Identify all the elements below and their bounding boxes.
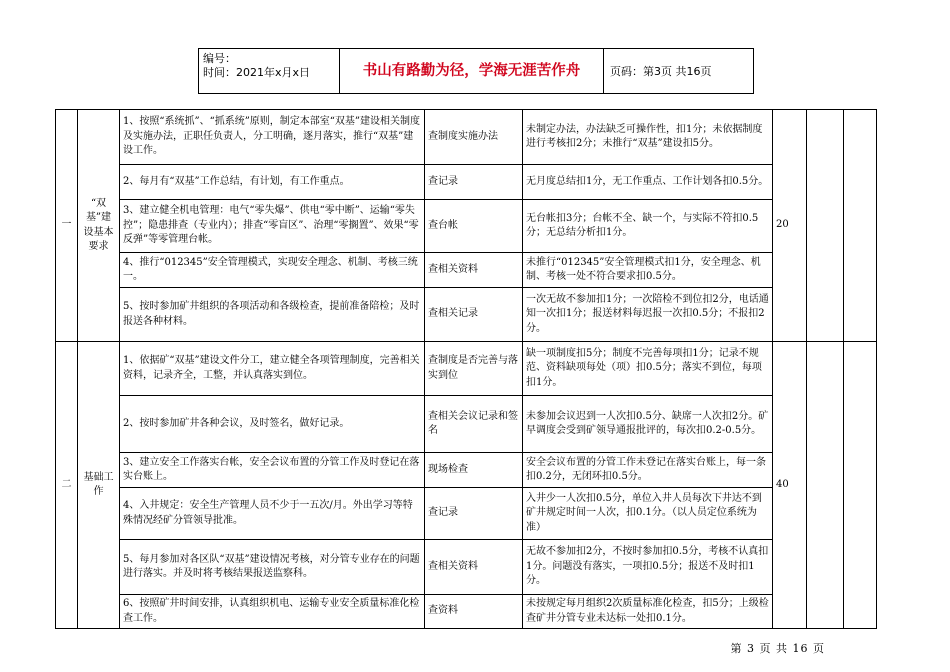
table-row xyxy=(56,540,877,595)
requirement-cell: 1、依据矿“双基”建设文件分工，建立健全各项管理制度，完善相关资料，记录齐全，工整，并认真落实到位。 xyxy=(120,342,425,396)
document-number-label: 编号： xyxy=(203,52,236,65)
section-category: 基础工作 xyxy=(78,342,120,629)
requirement-cell: 2、每月有“双基”工作总结，有计划，有工作重点。 xyxy=(120,165,425,200)
requirement-cell: 1、按照“系统抓”、“抓系统”原则，制定本部室“双基”建设相关制度及实施办法，正职任负责人，分工明确，逐月落实，推行“双基”建设工作。 xyxy=(120,110,425,165)
section-category: “双基”建设基本要求 xyxy=(78,110,120,342)
table-row xyxy=(56,396,877,453)
method-cell: 查记录 xyxy=(425,165,523,200)
section-index: 二 xyxy=(56,342,78,629)
method-cell: 查制度实施办法 xyxy=(425,110,523,165)
requirement-cell: 3、建立健全机电管理：电气“零失爆”、供电“零中断”、运输“零失控”；隐患排查（专业内）；排查“零盲区”、治理“零搁置”、效果“零反弹”等零管理台帐。 xyxy=(120,200,425,253)
deduction-cell: 未参加会议迟到一人次扣0.5分、缺席一人次扣2分。矿早调度会受到矿领导通报批评的，每次扣0.2-0.5分。 xyxy=(523,396,773,453)
table-row xyxy=(56,488,877,540)
blank-cell xyxy=(807,342,844,629)
blank-cell xyxy=(844,342,877,629)
requirement-cell: 4、入井规定：安全生产管理人员不少于一五次/月。外出学习等特殊情况经矿分管领导批准。 xyxy=(120,488,425,540)
method-cell: 查相关会议记录和签名 xyxy=(425,396,523,453)
requirement-cell: 5、每月参加对各区队“双基”建设情况考核，对分管专业存在的问题进行落实。并及时将考核结果报送监察科。 xyxy=(120,540,425,595)
header-page-label: 页码：第3页 共16页 xyxy=(610,65,712,78)
deduction-cell: 未按规定每月组织2次质量标准化检查，扣5分；上级检查矿井分管专业未达标一处扣0.1分。 xyxy=(523,595,773,629)
requirement-cell: 6、按照矿井时间安排，认真组织机电、运输专业安全质量标准化检查工作。 xyxy=(120,595,425,629)
table-row xyxy=(56,110,877,165)
method-cell: 查资料 xyxy=(425,595,523,629)
section-score: 20 xyxy=(773,110,807,342)
table-row xyxy=(56,288,877,342)
method-cell: 查记录 xyxy=(425,488,523,540)
table-row xyxy=(56,453,877,488)
page-footer: 第 3 页 共 16 页 xyxy=(730,642,825,655)
deduction-cell: 无故不参加扣2分，不按时参加扣0.5分，考核不认真扣1分。问题没有落实，一项扣0.5分；报送不及时扣1分。 xyxy=(523,540,773,595)
method-cell: 查制度是否完善与落实到位 xyxy=(425,342,523,396)
deduction-cell: 未制定办法，办法缺乏可操作性，扣1分；未依据制度进行考核扣2分；未推行“双基”建设扣5分。 xyxy=(523,110,773,165)
deduction-cell: 入井少一人次扣0.5分，单位入井人员每次下井达不到矿井规定时间一人次，扣0.1分。（以人员定位系统为准） xyxy=(523,488,773,540)
requirement-cell: 2、按时参加矿井各种会议，及时签名，做好记录。 xyxy=(120,396,425,453)
method-cell: 查台帐 xyxy=(425,200,523,253)
document-time-label: 时间：2021年x月x日 xyxy=(203,66,311,79)
deduction-cell: 一次无故不参加扣1分；一次陪检不到位扣2分，电话通知一次扣1分；报送材料每迟报一次扣0.5分；不报扣2分。 xyxy=(523,288,773,342)
method-cell: 查相关资料 xyxy=(425,253,523,288)
assessment-table xyxy=(55,109,877,629)
requirement-cell: 5、按时参加矿井组织的各项活动和各级检查，提前准备陪检；及时报送各种材料。 xyxy=(120,288,425,342)
header-motto: 书山有路勤为径，学海无涯苦作舟 xyxy=(340,49,604,93)
method-cell: 现场检查 xyxy=(425,453,523,488)
deduction-cell: 安全会议布置的分管工作未登记在落实台账上，每一条扣0.2分，无闭环扣0.5分。 xyxy=(523,453,773,488)
deduction-cell: 无月度总结扣1分，无工作重点、工作计划各扣0.5分。 xyxy=(523,165,773,200)
section-score: 40 xyxy=(773,342,807,629)
table-row xyxy=(56,253,877,288)
method-cell: 查相关记录 xyxy=(425,288,523,342)
requirement-cell: 3、建立安全工作落实台帐，安全会议布置的分管工作及时登记在落实台账上。 xyxy=(120,453,425,488)
page-header xyxy=(198,48,754,94)
table-row xyxy=(56,342,877,396)
table-row xyxy=(56,200,877,253)
method-cell: 查相关资料 xyxy=(425,540,523,595)
requirement-cell: 4、推行“012345”安全管理模式，实现安全理念、机制、考核三统一。 xyxy=(120,253,425,288)
deduction-cell: 未推行“012345”安全管理模式扣1分，安全理念、机制、考核一处不符合要求扣0.5分。 xyxy=(523,253,773,288)
table-row xyxy=(56,165,877,200)
blank-cell xyxy=(807,110,844,342)
deduction-cell: 无台帐扣3分；台帐不全、缺一个，与实际不符扣0.5分；无总结分析扣1分。 xyxy=(523,200,773,253)
header-meta xyxy=(199,49,340,93)
section-index: 一 xyxy=(56,110,78,342)
deduction-cell: 缺一项制度扣5分；制度不完善每项扣1分；记录不规范、资料缺项每处（项）扣0.5分；落实不到位，每项扣1分。 xyxy=(523,342,773,396)
table-row xyxy=(56,595,877,629)
blank-cell xyxy=(844,110,877,342)
